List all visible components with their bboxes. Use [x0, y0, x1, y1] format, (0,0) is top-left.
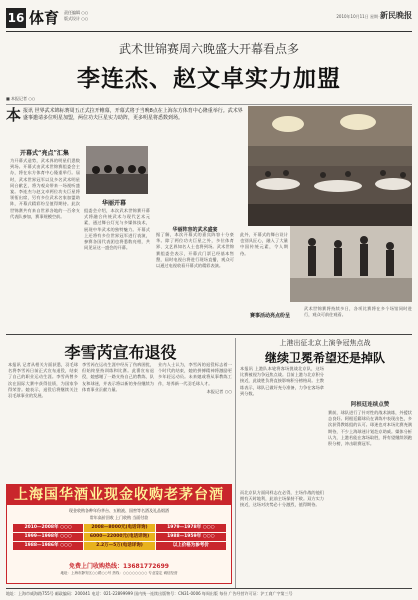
performance-photo: [290, 226, 412, 302]
left-story-byline: 本报记者 ○○: [206, 388, 232, 394]
left-story-headline: 李雪芮宣布退役: [64, 343, 177, 362]
advertisement: [6, 484, 232, 584]
ad-title: 上海国华酒业现金收购老茅台酒: [7, 485, 231, 505]
section-title: 体育: [29, 9, 60, 27]
performance-photo-image: [290, 226, 412, 302]
lead-text: 报讯 世界武术锦标赛周五正式拉开帷幕，开幕式将于当晚8点在上海东方体育中心隆重举行。武术界盛事邀请多位明星加盟，两位功夫巨星实力助阵，更多明星将悉数到场。: [23, 108, 243, 121]
section-divider: [6, 334, 412, 335]
ad-cell: 1979—1978年 ○○○: [156, 524, 226, 532]
right-box-title: 阿根廷连续点赞: [350, 402, 390, 408]
divider: [6, 104, 412, 105]
main-subheadline: 武术世锦赛周六晚盛大开幕看点多: [118, 42, 299, 56]
body-column: 赛前，球队进行了针对性的战术演练，外援状态良好。阿根廷籍球员在训练中表现出色，多次获得教练组的认可。球迷也对本场比赛充满期待，不少上海球迷计划赴京助威。媒体分析认为，上港若能在客场取胜，将有望继续领跑积分榜，冲击联赛冠军。: [328, 410, 412, 447]
right-story-subheadline: 上港出征北京上演争冠焦点战: [279, 339, 371, 347]
page-footer: 地址：上海市威海路755号 邮政编码：200041 电话：021-22899999 国内统一连续出版物号：CN31-0006 每周出版 每份 广告经营许可证：沪工商广字第三号: [6, 588, 412, 597]
ad-line: 常年高价回收 上门收购 当面付款: [89, 515, 149, 520]
ad-cell: 2010—2008年 ○○○: [13, 524, 83, 532]
body-column: 李雪芮在运动生涯中经历了伤病困扰，但始终坚持训练和比赛。此番宣布退役，她感谢了一路支持自己的教练、队友和球迷，并表示将以新的身份继续为体育事业贡献力量。: [82, 362, 154, 392]
sidebar-title-2: 华丽开幕: [102, 200, 127, 207]
conference-photo-image: [86, 146, 148, 194]
body-column: 据了解，本次开幕式的嘉宾阵容十分豪华。除了两位功夫巨星之外，多位体育界、文艺界知名人士也将到场。武术世锦赛组委会表示，开幕式门票已经基本售罄，届时电视台将进行现场直播，观众可以通过电视收看开幕式的精彩表演。: [156, 232, 234, 269]
ad-cell: 6000—22000元(电话详询): [84, 533, 154, 541]
ad-row: [13, 524, 227, 532]
main-byline: ■ 本报记者 ○○: [6, 96, 36, 101]
editor-line: 责任编辑 ○○: [64, 10, 89, 15]
page-number: 16: [6, 8, 26, 28]
photo-caption: 华丽阵容的武术盛宴: [172, 227, 218, 233]
editors: [64, 10, 88, 22]
body-column: 本报讯 上港队本轮将客场挑战北京队，这场比赛被视为争冠焦点战。目前上港与北京积分接近，此战胜负将直接影响积分榜格局。主教练表示，球队已做好充分准备，力争在客场拿到分数。: [240, 366, 324, 396]
ad-cell: 2008—8000元(电话详询): [84, 524, 154, 532]
conference-photo: [86, 146, 148, 194]
body-column: 组委会介绍，本次武术世锦赛开幕式将融合传统武术与现代艺术元素，通过舞台灯光与多媒体技术，展现中华武术的独特魅力。开幕式上还将有多位世界冠军进行表演，参赛各国代表团也将悉数亮相，共同见证这一盛会的开幕。: [84, 208, 150, 251]
editor-line: 版式设计 ○○: [64, 16, 89, 21]
lead-paragraph: [6, 108, 246, 122]
body-column: 本报讯 记者从相关方面获悉，羽毛球名将李雪芮日前正式宣布退役，结束了自己的职业运动生涯。李雪芮曾多次在国际大赛中获得佳绩，为国家争得荣誉。她表示，退役后将继续关注羽毛球事业的发展。: [8, 362, 78, 399]
main-headline: 李连杰、赵文卓实力加盟: [77, 66, 341, 92]
ad-row: [13, 542, 227, 550]
ad-phone: 免费上门收购热线：13681772699: [69, 563, 169, 570]
ceremony-photo: [248, 106, 412, 226]
ad-price-grid: [13, 524, 227, 551]
sidebar-title: 开幕式“亮点”汇集: [20, 150, 69, 157]
ceremony-photo-image: [248, 106, 412, 226]
body-column: 业内人士认为，李雪芮的退役标志着一个时代的结束，她的拼搏精神将激励更多年轻运动员。未来她或将从事教练工作，培养新一代羽毛球人才。 本报记者 ○○: [158, 362, 232, 394]
ad-cell: 1988—1959年 ○○○: [156, 533, 226, 541]
body-column: 武术世锦赛将持续多日，各项比赛将在多个场馆同时进行，观众可前往观看。: [304, 306, 412, 318]
ad-cell: 以上价格为参考价: [156, 542, 226, 550]
ad-cell: 1999—1998年 ○○○: [13, 533, 83, 541]
ad-cell: 1988—1986年 ○○○: [13, 542, 83, 550]
ad-row: [13, 533, 227, 541]
column-divider: [235, 338, 236, 588]
ad-footer: 地址：上海市静安区○○路○○号 热线：○○○○○○○○ 专业鉴定 诚信经营: [60, 571, 178, 575]
ad-cell: 2.2万—5万(电话详询): [84, 542, 154, 550]
ad-line: 现金收购各种年份茅台、五粮液、国窖等名酒及礼品烟酒: [69, 508, 169, 513]
drop-cap: 本: [6, 106, 22, 124]
right-story-headline: 继续卫冕希望还是掉队: [264, 351, 385, 365]
body-column: 此外，开幕式的舞台设计也别具匠心，融入了大量中国传统元素，令人期待。: [240, 232, 288, 256]
issue-date: 2010年10月11日 星期一: [336, 14, 382, 19]
body-column: 而北京队方面同样志在必得，主场作战的他们拥有天时地利，此前主场保持不败。双方实力接近，这场对决势必十分激烈，值得期待。: [240, 490, 324, 508]
newspaper-logo: 新民晚报: [380, 10, 412, 20]
body-column: 为开幕式造势，武术界的明星们悉数到场。开幕式由武术世锦赛组委会主办，将在东方体育中心隆重举行。届时，武术世界冠军以及多名武术明星同台献艺，将为观众带来一场视听盛宴。李连杰与赵文卓两位功夫巨星将领衔出席，另有多位武术名家加盟助阵，开幕式精彩纷呈值得期待。此次世锦赛共有来自世界各地的一百余支代表队参加，赛事规模空前。: [10, 158, 80, 219]
page-header: [6, 6, 412, 32]
photo-caption: 赛事活动亮点纷呈: [249, 313, 290, 319]
